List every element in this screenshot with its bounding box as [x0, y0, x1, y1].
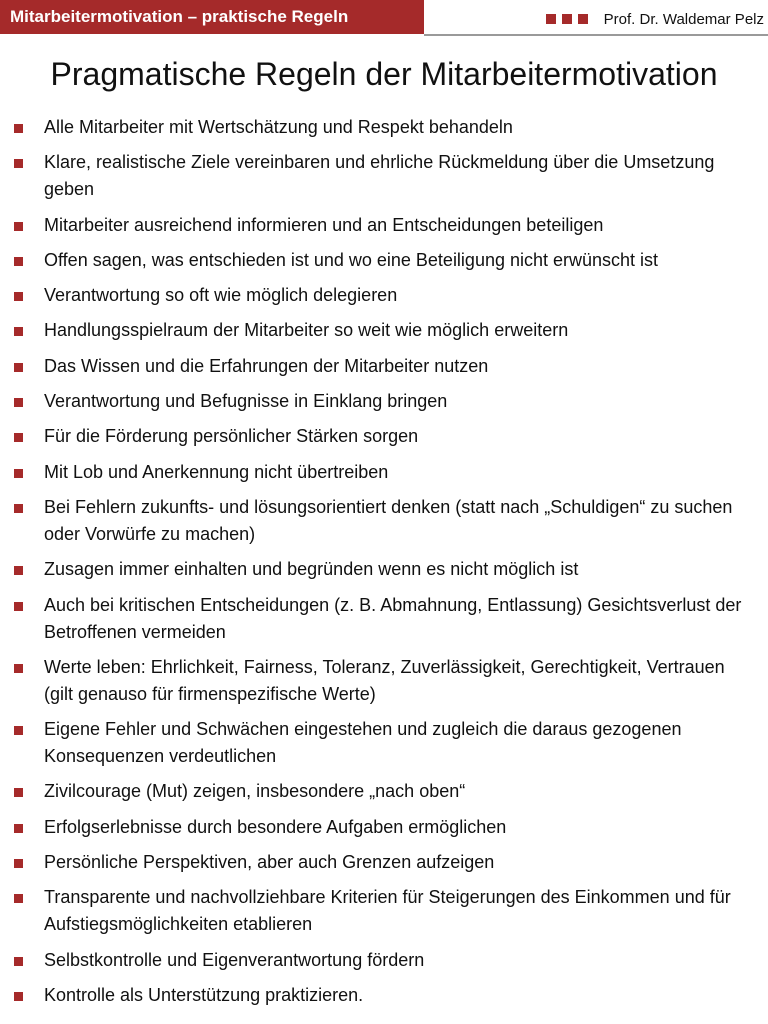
square-bullet-icon	[14, 602, 23, 611]
square-bullet-icon	[14, 824, 23, 833]
author-name: Prof. Dr. Waldemar Pelz	[603, 10, 764, 28]
rule-text: Mitarbeiter ausreichend informieren und an Entscheidungen beteiligen	[44, 214, 604, 235]
slide-header	[0, 0, 768, 36]
rule-text: Mit Lob und Anerkennung nicht übertreiben	[44, 461, 389, 482]
square-bullet-icon	[14, 159, 23, 168]
rule-item	[0, 716, 768, 770]
square-bullet-icon	[14, 433, 23, 442]
rule-text: Verantwortung so oft wie möglich delegieren	[44, 285, 398, 306]
square-bullet-icon	[14, 504, 23, 513]
square-bullet-icon	[14, 957, 23, 966]
rule-item	[0, 282, 768, 309]
square-bullet-icon	[14, 363, 23, 372]
rule-text: Werte leben: Ehrlichkeit, Fairness, Toleranz, Zuverlässigkeit, Gerechtigkeit, Vertrauen (gilt genauso für firmenspezifische Werte)	[44, 656, 725, 704]
rule-text: Persönliche Perspektiven, aber auch Grenzen aufzeigen	[44, 852, 495, 873]
rule-text: Eigene Fehler und Schwächen eingestehen und zugleich die daraus gezogenen Konsequenzen verdeutlichen	[44, 719, 682, 767]
rule-text: Offen sagen, was entschieden ist und wo eine Beteiligung nicht erwünscht ist	[44, 249, 659, 270]
rule-item	[0, 114, 768, 141]
rule-text: Bei Fehlern zukunfts- und lösungsorientiert denken (statt nach „Schuldigen“ zu suchen oder Vorwürfe zu machen)	[44, 496, 733, 544]
square-bullet-icon	[14, 894, 23, 903]
rule-item	[0, 149, 768, 203]
author-block	[546, 8, 764, 30]
square-bullet-icon	[14, 292, 23, 301]
rule-text: Verantwortung und Befugnisse in Einklang bringen	[44, 391, 448, 412]
rule-item	[0, 556, 768, 583]
rule-item	[0, 947, 768, 974]
header-divider	[424, 34, 768, 36]
square-bullet-icon	[14, 992, 23, 1001]
rule-item	[0, 353, 768, 380]
rule-text: Für die Förderung persönlicher Stärken sorgen	[44, 426, 419, 447]
section-title: Mitarbeitermotivation – praktische Regeln	[0, 0, 424, 34]
square-bullet-icon	[546, 14, 556, 24]
square-bullet-icon	[578, 14, 588, 24]
square-bullet-icon	[14, 257, 23, 266]
square-bullet-icon	[14, 726, 23, 735]
rule-text: Handlungsspielraum der Mitarbeiter so weit wie möglich erweitern	[44, 320, 569, 341]
rule-item	[0, 459, 768, 486]
rule-text: Alle Mitarbeiter mit Wertschätzung und Respekt behandeln	[44, 117, 513, 137]
square-bullet-icon	[14, 469, 23, 478]
rule-text: Erfolgserlebnisse durch besondere Aufgaben ermöglichen	[44, 816, 507, 837]
rule-text: Auch bei kritischen Entscheidungen (z. B. Abmahnung, Entlassung) Gesichtsverlust der Betroffenen vermeiden	[44, 594, 742, 642]
rule-item	[0, 423, 768, 450]
square-bullet-icon	[14, 124, 23, 133]
rule-item	[0, 982, 768, 1009]
square-bullet-icon	[562, 14, 572, 24]
rule-text: Klare, realistische Ziele vereinbaren und ehrliche Rückmeldung über die Umsetzung geben	[44, 152, 715, 200]
square-bullet-icon	[14, 788, 23, 797]
rule-item	[0, 494, 768, 548]
rule-item	[0, 849, 768, 876]
square-bullet-icon	[14, 222, 23, 231]
rule-item	[0, 654, 768, 708]
square-bullet-icon	[14, 566, 23, 575]
rule-text: Transparente und nachvollziehbare Kriterien für Steigerungen des Einkommen und für Aufstiegsmöglichkeiten etablieren	[44, 887, 731, 935]
rule-text: Zivilcourage (Mut) zeigen, insbesondere „nach oben“	[44, 781, 466, 802]
rule-text: Kontrolle als Unterstützung praktizieren.	[44, 984, 364, 1005]
rule-item	[0, 884, 768, 938]
rule-item	[0, 247, 768, 274]
square-bullet-icon	[14, 664, 23, 673]
rule-item	[0, 388, 768, 415]
rule-item	[0, 212, 768, 239]
rule-text: Zusagen immer einhalten und begründen wenn es nicht möglich ist	[44, 559, 579, 580]
rule-item	[0, 814, 768, 841]
rule-item	[0, 778, 768, 805]
rule-text: Selbstkontrolle und Eigenverantwortung fördern	[44, 949, 425, 970]
page-title: Pragmatische Regeln der Mitarbeitermotivation	[50, 56, 718, 92]
square-bullet-icon	[14, 859, 23, 868]
rule-item	[0, 317, 768, 344]
square-bullet-icon	[14, 327, 23, 336]
square-bullet-icon	[14, 398, 23, 407]
rule-item	[0, 592, 768, 646]
rules-list	[0, 114, 768, 1017]
rule-text: Das Wissen und die Erfahrungen der Mitarbeiter nutzen	[44, 355, 489, 376]
